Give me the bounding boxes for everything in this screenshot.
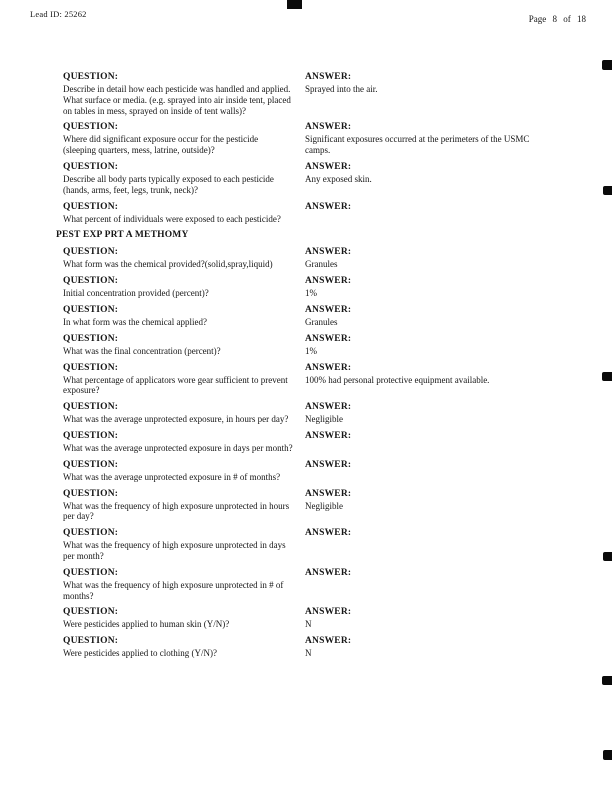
scan-artifact-edge: [602, 372, 612, 381]
answer-label: ANSWER:: [305, 636, 352, 647]
question-label: QUESTION:: [63, 122, 119, 133]
answer-column: [305, 161, 586, 185]
question-text: Describe in detail how each pesticide was handled and applied. What surface or media. (e.g. sprayed into air inside tent, placed on tables in mess, sprayed on inside of tent walls)?: [63, 84, 291, 116]
question-label: QUESTION:: [63, 459, 119, 470]
question-label: QUESTION:: [63, 276, 119, 287]
question-column: [63, 635, 305, 659]
scan-artifact-edge: [603, 552, 612, 561]
answer-label: ANSWER:: [305, 567, 352, 578]
question-column: [63, 201, 305, 225]
scan-artifact-edge: [603, 750, 612, 760]
qa-list: [56, 71, 586, 664]
answer-label: ANSWER:: [305, 488, 352, 499]
answer-text: Any exposed skin.: [305, 173, 372, 184]
qa-row: [63, 362, 586, 397]
answer-text: Negligible: [305, 414, 343, 425]
qa-row: [63, 488, 586, 523]
question-column: [63, 567, 305, 602]
qa-row: [63, 567, 586, 602]
qa-row: [63, 635, 586, 659]
qa-row: [63, 161, 586, 196]
answer-column: [305, 362, 586, 386]
qa-row: [63, 430, 586, 454]
answer-column: [305, 430, 586, 443]
lead-id: Lead ID: 25262: [30, 9, 87, 19]
question-label: QUESTION:: [63, 567, 119, 578]
question-column: [63, 71, 305, 116]
answer-column: [305, 275, 586, 299]
question-text: What form was the chemical provided?(solid,spray,liquid): [63, 259, 273, 270]
answer-label: ANSWER:: [305, 276, 352, 287]
answer-column: [305, 304, 586, 328]
question-label: QUESTION:: [63, 161, 119, 172]
answer-label: ANSWER:: [305, 333, 352, 344]
answer-text: Negligible: [305, 500, 343, 511]
answer-label: ANSWER:: [305, 528, 352, 539]
question-label: QUESTION:: [63, 333, 119, 344]
question-text: Were pesticides applied to human skin (Y/N)?: [63, 619, 230, 630]
question-column: [63, 401, 305, 425]
qa-row: [63, 401, 586, 425]
question-column: [63, 304, 305, 328]
answer-label: ANSWER:: [305, 402, 352, 413]
question-label: QUESTION:: [63, 430, 119, 441]
scan-artifact-edge: [602, 60, 612, 70]
answer-label: ANSWER:: [305, 247, 352, 258]
answer-text: 100% had personal protective equipment available.: [305, 374, 490, 385]
answer-text: Granules: [305, 259, 338, 270]
scan-artifact-top: [287, 0, 302, 9]
qa-row: [63, 459, 586, 483]
question-text: Were pesticides applied to clothing (Y/N)?: [63, 648, 217, 659]
question-column: [63, 246, 305, 270]
question-text: Initial concentration provided (percent)?: [63, 288, 209, 299]
qa-row: [63, 527, 586, 562]
answer-label: ANSWER:: [305, 607, 352, 618]
answer-label: ANSWER:: [305, 430, 352, 441]
question-text: What was the average unprotected exposure, in hours per day?: [63, 414, 289, 425]
question-text: What was the frequency of high exposure unprotected in hours per day?: [63, 500, 290, 522]
question-column: [63, 121, 305, 156]
question-text: What was the average unprotected exposure in days per month?: [63, 442, 293, 453]
question-text: What was the frequency of high exposure unprotected in days per month?: [63, 540, 286, 561]
answer-column: [305, 201, 586, 214]
question-text: In what form was the chemical applied?: [63, 316, 207, 327]
question-label: QUESTION:: [63, 528, 119, 539]
answer-label: ANSWER:: [305, 72, 352, 82]
answer-column: [305, 121, 586, 156]
answer-column: [305, 71, 586, 95]
question-column: [63, 333, 305, 357]
answer-text: 1%: [305, 345, 317, 356]
answer-column: [305, 401, 586, 425]
qa-row: [63, 201, 586, 225]
answer-text: 1%: [305, 288, 317, 299]
qa-row: [63, 606, 586, 630]
qa-row: [63, 246, 586, 270]
question-text: What was the frequency of high exposure unprotected in # of months?: [63, 579, 284, 601]
question-text: What was the final concentration (percent)?: [63, 345, 221, 356]
answer-column: [305, 246, 586, 270]
answer-text: N: [305, 619, 312, 630]
answer-label: ANSWER:: [305, 362, 352, 373]
question-label: QUESTION:: [63, 247, 119, 258]
answer-text: Significant exposures occurred at the perimeters of the USMC camps.: [305, 134, 530, 156]
question-label: QUESTION:: [63, 607, 119, 618]
scan-artifact-edge: [603, 186, 612, 195]
question-label: QUESTION:: [63, 362, 119, 373]
answer-text: N: [305, 648, 312, 659]
answer-column: [305, 333, 586, 357]
question-label: QUESTION:: [63, 72, 119, 82]
question-label: QUESTION:: [63, 201, 119, 212]
question-column: [63, 362, 305, 397]
question-text: What percentage of applicators wore gear sufficient to prevent exposure?: [63, 374, 288, 396]
answer-label: ANSWER:: [305, 161, 352, 172]
question-text: Describe all body parts typically exposed to each pesticide (hands, arms, feet, legs, trunk, neck)?: [63, 173, 274, 195]
answer-column: [305, 567, 586, 580]
qa-row: [63, 71, 586, 116]
question-text: Where did significant exposure occur for the pesticide (sleeping quarters, mess, latrine, outside)?: [63, 134, 259, 156]
question-column: [63, 161, 305, 196]
question-text: What was the average unprotected exposure in # of months?: [63, 471, 281, 482]
answer-column: [305, 459, 586, 472]
question-column: [63, 606, 305, 630]
answer-label: ANSWER:: [305, 122, 352, 133]
answer-column: [305, 606, 586, 630]
answer-text: Sprayed into the air.: [305, 84, 378, 94]
answer-column: [305, 635, 586, 659]
qa-row: [63, 304, 586, 328]
scan-artifact-edge: [602, 676, 612, 685]
question-column: [63, 488, 305, 523]
qa-row: [63, 275, 586, 299]
answer-column: [305, 527, 586, 540]
question-label: QUESTION:: [63, 304, 119, 315]
answer-label: ANSWER:: [305, 201, 352, 212]
qa-row: [63, 121, 586, 156]
question-label: QUESTION:: [63, 488, 119, 499]
question-column: [63, 430, 305, 454]
question-column: [63, 459, 305, 483]
qa-row: [63, 333, 586, 357]
question-label: QUESTION:: [63, 402, 119, 413]
question-column: [63, 527, 305, 562]
answer-label: ANSWER:: [305, 459, 352, 470]
question-label: QUESTION:: [63, 636, 119, 647]
answer-column: [305, 488, 586, 512]
answer-text: Granules: [305, 316, 338, 327]
question-column: [63, 275, 305, 299]
question-text: What percent of individuals were exposed to each pesticide?: [63, 213, 281, 224]
page-number: Page 8 of 18: [528, 14, 586, 24]
section-heading: PEST EXP PRT A METHOMY: [56, 230, 189, 241]
answer-label: ANSWER:: [305, 304, 352, 315]
